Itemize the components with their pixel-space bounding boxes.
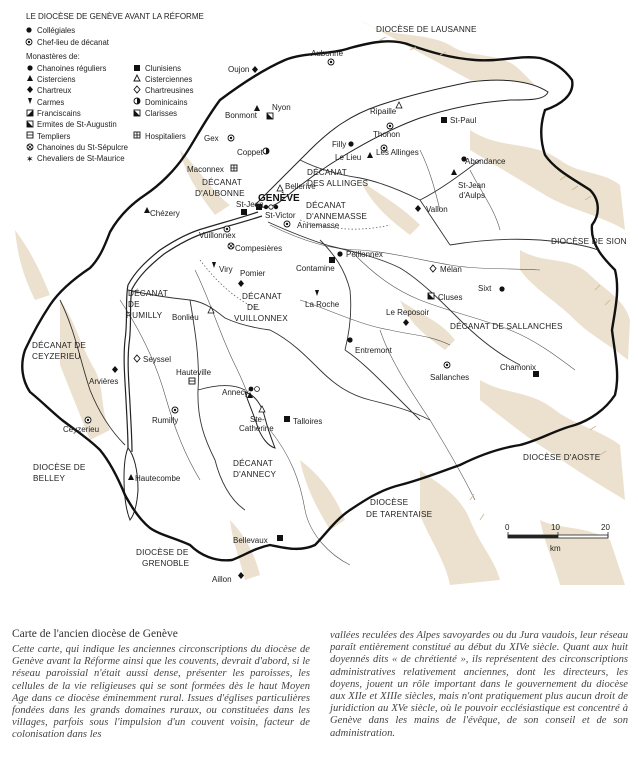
decanat-rumilly-1: DÉCANAT (128, 289, 168, 298)
place-st-paul: St-Paul (450, 116, 477, 125)
place-ripaille: Ripaille (370, 107, 397, 116)
legend-item: Chartreux (37, 86, 72, 95)
region-tarentaise-1: DIOCÈSE (370, 498, 409, 507)
caption-text-right: vallées reculées des Alpes savoyardes ou du Jura vaudois, leur réseau paraît entièrement constitué au début du XIVe siècle. Quant aux huit doyennés dits « de chrétienté », ils représentent des circonscriptions administratives relativement anciennes, dont les directeurs, les doyens, jouent un rôle important dans le gouvernement du diocèse aux XIIe et XIIIe siècles, mais n'ont pratiquement plus aucun droit de juridiction au XVe siècle, où le pouvoir ecclésiastique est concentré à Genève dans les mains de l'évêque, de son conseil et de son administration. (330, 630, 628, 739)
place-nyon: Nyon (272, 103, 291, 112)
place-aillon: Aillon (212, 575, 232, 584)
legend-item: Ermites de St-Augustin (37, 120, 117, 129)
decanat-annecy-2: D'ANNECY (233, 470, 277, 479)
place-annecy: Annecy (222, 388, 249, 397)
place-vuillonnex: Vuillonnex (199, 231, 236, 240)
decanat-annemasse-2: D'ANNEMASSE (306, 212, 368, 221)
place-thonon: Thonon (373, 130, 401, 139)
decanat-allinges-2: DES ALLINGES (307, 179, 369, 188)
place-arvieres: Arvières (89, 377, 119, 386)
place-aubonne: Aubonne (311, 49, 344, 58)
legend-symbol-st-maurice: ✶ (26, 155, 34, 165)
decanat-rumilly-2: DE (128, 300, 140, 309)
scale-tick-10: 10 (551, 523, 560, 532)
decanat-aubonne-1: DÉCANAT (202, 178, 242, 187)
decanat-vuillonnex-2: DE (247, 303, 259, 312)
place-st-jean: St-Jean (236, 200, 264, 209)
region-aoste: DIOCÈSE D'AOSTE (523, 453, 601, 462)
legend-chef-lieu: Chef-lieu de décanat (37, 38, 109, 47)
legend-symbol-cisterciennes (134, 75, 140, 81)
legend-item: Cisterciens (37, 75, 76, 84)
place-sallanches: Sallanches (430, 373, 470, 382)
region-grenoble-2: GRENOBLE (142, 559, 190, 568)
place-bellevaux: Bellevaux (233, 536, 268, 545)
place-peillonnex: Peillonnex (346, 250, 383, 259)
legend-symbol-chartreusines (134, 86, 140, 93)
place-coppet: Coppet (237, 148, 263, 157)
legend-item: Chevaliers de St-Maurice (37, 154, 125, 163)
region-sion: DIOCÈSE DE SION (551, 237, 627, 246)
place-le-reposoir: Le Reposoir (386, 308, 430, 317)
region-tarentaise-2: DE TARENTAISE (366, 510, 433, 519)
place-vallon: Vallon (426, 205, 448, 214)
caption-title: Carte de l'ancien diocèse de Genève (12, 628, 178, 640)
legend-item: Dominicains (145, 98, 188, 107)
place-chamonix: Chamonix (500, 363, 537, 372)
map-legend (26, 12, 204, 165)
legend-item: Cisterciennes (145, 75, 193, 84)
region-grenoble-1: DIOCÈSE DE (136, 548, 189, 557)
place-contamine: Contamine (296, 264, 335, 273)
place-talloires: Talloires (293, 417, 323, 426)
legend-item: Clunisiens (145, 64, 181, 73)
legend-monasteres: Monastères de: (26, 52, 80, 61)
legend-item: Clarisses (145, 109, 178, 118)
place-les-allinges: Les Allinges (376, 148, 419, 157)
legend-symbol-clunisiens (134, 65, 140, 71)
place-st-jean-aulps-1: St-Jean (458, 181, 486, 190)
legend-item: Franciscains (37, 109, 81, 118)
place-annemasse: Annemasse (297, 221, 340, 230)
place-bonmont: Bonmont (225, 111, 258, 120)
place-st-jean-aulps-2: d'Aulps (459, 191, 485, 200)
decanat-annemasse-1: DÉCANAT (306, 201, 346, 210)
place-le-lieu: Le Lieu (335, 153, 362, 162)
place-viry: Viry (219, 265, 233, 274)
legend-item: Templiers (37, 132, 71, 141)
place-rumilly: Rumilly (152, 416, 179, 425)
place-melan: Mélan (440, 265, 462, 274)
place-ste-catherine-1: Ste- (250, 415, 265, 424)
place-seyssel: Seyssel (143, 355, 172, 364)
lake-bourget (124, 448, 138, 520)
region-belley-1: DIOCÈSE DE (33, 463, 86, 472)
place-bonlieu: Bonlieu (172, 313, 199, 322)
scale-tick-0: 0 (505, 523, 510, 532)
decanat-annecy-1: DÉCANAT (233, 459, 273, 468)
decanat-vuillonnex-3: VUILLONNEX (234, 314, 288, 323)
place-entremont: Entremont (355, 346, 392, 355)
place-gex: Gex (204, 134, 219, 143)
place-ceyzerieu: Ceyzerieu (63, 425, 100, 434)
decanat-vuillonnex-1: DÉCANAT (242, 292, 282, 301)
legend-symbol-cisterciens (27, 75, 33, 81)
place-oujon: Oujon (228, 65, 250, 74)
legend-item: Hospitaliers (145, 132, 186, 141)
decanat-allinges-1: DÉCANAT (307, 168, 347, 177)
decanat-ceyzerieu-1: DÉCANAT DE (32, 341, 87, 350)
legend-symbol-carmes (28, 98, 32, 104)
place-ste-catherine-2: Catherine (239, 424, 274, 433)
place-maconnex: Maconnex (187, 165, 224, 174)
legend-item: Carmes (37, 98, 65, 107)
place-chezery: Chézery (150, 209, 180, 218)
region-lausanne: DIOCÈSE DE LAUSANNE (376, 25, 477, 34)
legend-symbol-chartreux (27, 86, 33, 93)
arve-river (268, 222, 520, 365)
place-filly: Filly (332, 140, 347, 149)
legend-collegiales: Collégiales (37, 26, 76, 35)
place-geneve: GENÈVE (258, 193, 300, 204)
place-sixt: Sixt (478, 284, 492, 293)
place-la-roche: La Roche (305, 300, 340, 309)
legend-item: Chartreusines (145, 86, 194, 95)
decanat-aubonne-2: D'AUBONNE (195, 189, 245, 198)
map-caption (12, 628, 628, 764)
place-bellerive: Bellerive (285, 182, 316, 191)
decanat-ceyzerieu-2: CEYZERIEU (32, 352, 81, 361)
place-abondance: Abondance (465, 157, 506, 166)
decanat-rumilly-3: RUMILLY (126, 311, 163, 320)
place-hauteville: Hauteville (176, 368, 212, 377)
caption-text-left: Cette carte, qui indique les anciennes circonscriptions du diocèse de Genève avant la Réforme ainsi que les couvents, devrait d'abord, si le réseau paroissial n'était aussi dense, présenter les paroisses, les cellules de la vie religieuses qui se sont formées dès le haut Moyen Age dans ce diocèse éminemment rural. Issues d'églises particulières fondées dans les grands domaines ruraux, ou constituées dans les villages, parfois sous l'impulsion d'un couvent voisin, facteur de colonisation dans les (12, 644, 310, 741)
decanat-labels (32, 167, 563, 479)
place-st-victor: St-Victor (265, 211, 296, 220)
legend-item: Chanoines du St-Sépulcre (37, 143, 129, 152)
legend-item: Chanoines réguliers (37, 64, 107, 73)
place-cluses: Cluses (438, 293, 463, 302)
legend-symbol-chanoines-reguliers (27, 65, 32, 70)
region-belley-2: BELLEY (33, 474, 66, 483)
scale-unit: km (550, 544, 561, 553)
place-compesieres: Compesières (235, 244, 283, 253)
place-hautecombe: Hautecombe (135, 474, 181, 483)
legend-title: LE DIOCÈSE DE GENÈVE AVANT LA RÉFORME (26, 12, 204, 21)
scale-tick-20: 20 (601, 523, 610, 532)
place-pomier: Pomier (240, 269, 266, 278)
decanat-sallanches: DÉCANAT DE SALLANCHES (450, 322, 563, 331)
